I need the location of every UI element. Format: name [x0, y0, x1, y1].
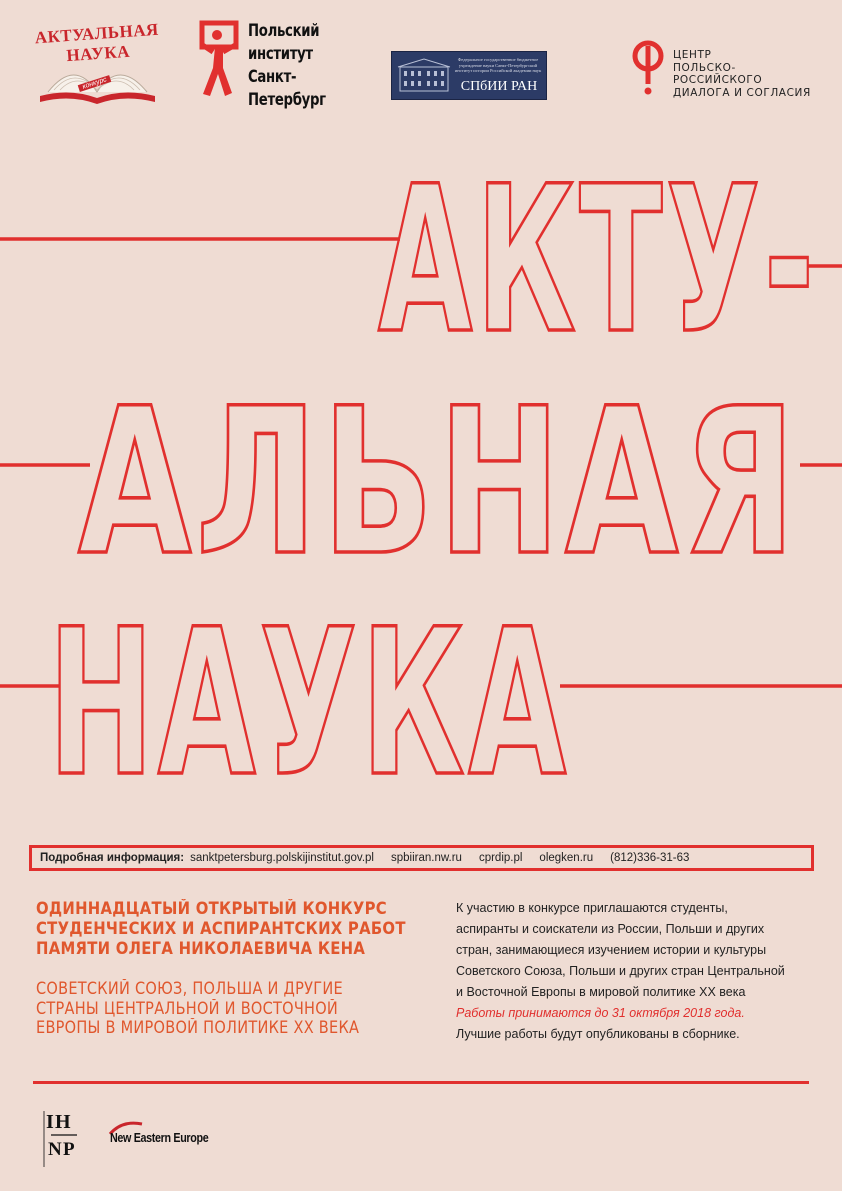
ihnp-emblem-icon	[43, 1109, 81, 1169]
new-eastern-europe-text: New Eastern Europe	[110, 1131, 209, 1145]
participants-line: К участию в конкурсе приглашаются студенты,	[456, 901, 728, 915]
deadline-text: Работы принимаются до 31 октября 2018 года.	[456, 1006, 745, 1020]
info-bar	[29, 845, 814, 871]
title-line-1: АКТУ-	[378, 142, 818, 378]
svg-text:H: H	[55, 1111, 71, 1133]
polish-institute-line2: институт	[248, 44, 313, 64]
participants-line: Советского Союза, Польши и других стран Центральной	[456, 964, 785, 978]
participants-text	[456, 898, 816, 1003]
phone-number[interactable]: (812)336-31-63	[610, 852, 690, 864]
contest-logo	[30, 18, 165, 108]
svg-text:N: N	[48, 1139, 62, 1160]
building-icon	[394, 53, 454, 98]
participants-line: стран, занимающиеся изучением истории и культуры	[456, 943, 767, 957]
publication-text: Лучшие работы будут опубликованы в сборнике.	[456, 1027, 740, 1041]
ihnp-logo	[43, 1109, 81, 1169]
contest-subtitle	[36, 979, 431, 1038]
spbiiran-logo	[391, 51, 547, 100]
contest-subtitle-line: ЕВРОПЫ В МИРОВОЙ ПОЛИТИКЕ ХХ ВЕКА	[36, 1018, 360, 1037]
contest-subtitle-line: СТРАНЫ ЦЕНТРАЛЬНОЙ И ВОСТОЧНОЙ	[36, 998, 339, 1018]
running-figure-icon	[193, 20, 248, 100]
contest-subtitle-line: СОВЕТСКИЙ СОЮЗ, ПОЛЬША И ДРУГИЕ	[36, 979, 343, 998]
center-line1: ЦЕНТР	[673, 49, 712, 61]
link-olegken[interactable]: olegken.ru	[539, 852, 594, 864]
title-line-3: НАУКА	[48, 585, 570, 821]
polish-institute-line1: Польский	[248, 21, 320, 41]
info-label: Подробная информация:	[40, 852, 185, 864]
link-polish-institute[interactable]: sanktpetersburg.polskijinstitut.gov.pl	[190, 852, 374, 864]
link-spbiiran[interactable]: spbiiran.nw.ru	[390, 852, 462, 864]
svg-text:I: I	[46, 1111, 54, 1133]
contest-logo-text: АКТУАЛЬНАЯ НАУКА	[34, 19, 160, 66]
center-emblem-icon	[628, 40, 668, 95]
title-line-2: АЛЬНАЯ	[78, 364, 800, 600]
center-line3: ДИАЛОГА И СОГЛАСИЯ	[673, 86, 811, 99]
contest-heading	[36, 899, 431, 959]
center-line2: ПОЛЬСКО-РОССИЙСКОГО	[673, 61, 763, 86]
center-dialogue-logo	[628, 40, 818, 99]
contest-heading-line: СТУДЕНЧЕСКИХ И АСПИРАНТСКИХ РАБОТ	[36, 919, 406, 938]
link-cprdip[interactable]: cprdip.pl	[478, 852, 523, 864]
polish-institute-line3: Санкт-Петербург	[248, 67, 326, 110]
contest-heading-line: ПАМЯТИ ОЛЕГА НИКОЛАЕВИЧА КЕНА	[36, 939, 366, 958]
participants-line: аспиранты и соискатели из России, Польши и других	[456, 922, 765, 936]
spbiiran-description: Федеральное государственное бюджетное учреждение науки Санкт-Петербургский институт истории Российской академии наук	[454, 57, 542, 73]
new-eastern-europe-logo	[104, 1118, 224, 1153]
polish-institute-logo	[193, 20, 368, 110]
svg-text:P: P	[63, 1139, 75, 1160]
contest-heading-line: ОДИННАДЦАТЫЙ ОТКРЫТЫЙ КОНКУРС	[36, 899, 387, 918]
spbiiran-name: СПбИИ РАН	[460, 79, 538, 94]
divider	[33, 1081, 809, 1084]
participants-line: и Восточной Европы в мировой политике ХХ века	[456, 985, 746, 999]
contest-logo-ribbon: конкурс	[78, 75, 112, 92]
